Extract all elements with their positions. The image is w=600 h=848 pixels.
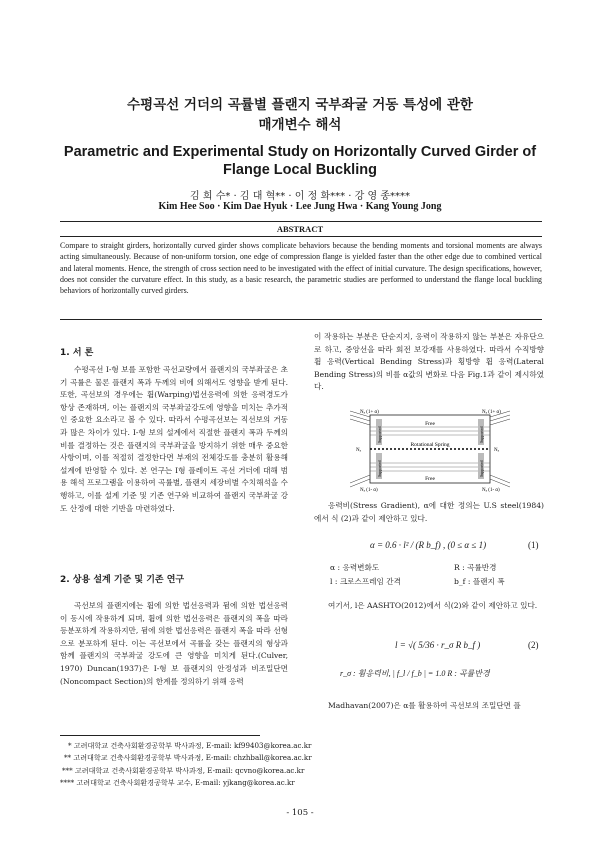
fig-label-bl: Nₓ (1- α) (360, 488, 378, 493)
col2-paragraph-4: Madhavan(2007)은 α를 활용하여 곡선보의 조밀단면 플 (328, 701, 521, 710)
section2-paragraph: 곡선보의 플랜지에는 휨에 의한 법선응력과 뒴에 의한 법선응력이 동시에 작용하게 되며, 휨에 의한 법선응력은 플랜지의 폭을 따라 등분포하게 작용하지만, 뒴에 의한 법선응력은 플랜지 폭을 따라 선형으로 분포하게 된다. 이는 곡선보에서 곡률을 갖는 플랜지의 형상과 함께 플랜지의 국부좌굴 강도에 큰 영향을 미치게 된다.(Culver, 1970) Duncan(1937)은 I-형 보 플랜지의 안정성과 비조밀단면(Noncompact Section)의 한계를 정의하기 위해 응력 (60, 601, 288, 686)
section2-heading: 2. 상용 설계 기준 및 기존 연구 (60, 575, 185, 585)
def-R: R : 곡률반경 (454, 563, 497, 572)
title-english-line1: Parametric and Experimental Study on Horizontally Curved Girder of (63, 144, 537, 160)
equation-1-number: (1) (528, 540, 539, 550)
footnotes (60, 740, 540, 789)
def-bf: b_f : 플랜지 폭 (454, 577, 505, 586)
abstract-top-rule (60, 221, 542, 222)
section2-body (60, 600, 288, 688)
abstract-text: Compare to straight girders, horizontally curved girder shows complicate behaviors because the bending moments and torsional moments are always acting simultaneously. Because of non-uniform torsion, one edge of compression flange is yielded faster than the other edge due to combined vertical and lateral moments. Hence, the strength of cross section need to be investigated with the effect of initial curvature. The design specifications, however, does not consider the curvature effect. In this study, as a basic research, the parametric studies are performed to understand the flange local buckling behaviors of horizontally curved girders. (60, 241, 542, 296)
fig-free-top: Free (425, 421, 435, 427)
col2-paragraph-2: 응력비(Stress Gradient), α에 대한 정의는 U.S steel(1984)에서 식 (2)과 같이 제안하고 있다. (314, 501, 544, 523)
figure-stress-gradient (340, 405, 520, 493)
fig-rotational: Rotational Spring (410, 442, 450, 448)
col2-paragraph-1: 이 작용하는 부분은 단순지지, 응력이 작용하지 않는 부분은 자유단으로 하고, 중앙선을 따라 회전 보강재를 사용하였다. 따라서 수직방향 휨 응력(Vertical Bending Stress)과 횡방향 휨 응력(Lateral Bending Stress)의 비를 α값의 변화로 다음 Fig.1과 같이 제시하였다. (314, 332, 544, 392)
title-korean-line1: 수평곡선 거더의 곡률별 플랜지 국부좌굴 거동 특성에 관한 (127, 97, 473, 113)
title-korean-line2: 매개변수 해석 (258, 117, 342, 133)
footnote-3: *** 고려대학교 건축사회환경공학부 박사과정, E-mail: qcvno@korea.ac.kr (62, 765, 305, 775)
section1-body (60, 364, 288, 515)
col2-intro (314, 331, 544, 394)
col2-madhavan-text (314, 700, 544, 713)
fig-supported-1: Supported (377, 426, 382, 443)
authors-korean: 김 희 수* · 김 대 혁** · 이 정 화*** · 강 영 종**** (190, 191, 410, 202)
col2-aashto-text (314, 600, 544, 613)
page-number: - 105 - (286, 808, 314, 818)
abstract-header-rule (60, 236, 542, 237)
fig-label-tr: Nₓ (1+ α) (482, 410, 501, 415)
def-alpha: α : 응력변화도 (330, 563, 380, 572)
footnote-1: * 고려대학교 건축사회환경공학부 박사과정, E-mail: kf99403@korea.ac.kr (68, 741, 312, 750)
fig-free-bottom: Free (425, 476, 435, 482)
equation-2: l = √( 5/36 · r_σ R b_f ) (395, 640, 481, 650)
title-english-line2: Flange Local Buckling (223, 162, 377, 178)
fig-label-br: Nₓ (1- α) (482, 488, 500, 493)
fig-supported-4: Supported (479, 460, 484, 477)
abstract-heading: ABSTRACT (276, 224, 324, 234)
def-l: l : 크로스프레임 간격 (330, 577, 401, 586)
footnote-rule (60, 735, 260, 736)
col2-paragraph-3: 여기서, l은 AASHTO(2012)에서 식(2)와 같이 제안하고 있다. (328, 601, 538, 610)
fig-label-ml: Nₓ (356, 448, 362, 453)
fig-supported-3: Supported (377, 460, 382, 477)
section1-paragraph: 수평곡선 I-형 보를 포함한 곡선교량에서 플랜지의 국부좌굴은 초기 곡률은 물론 플랜지 폭과 두께의 비에 의해서도 영향을 받게 된다. 또한, 곡선보의 경우에는 휨(Warping)법선응력에 의한 응력경도가 항상 존재하며, 이는 플랜지의 국부좌굴강도에 영향을 미치는 추가적인 중요한 요소라고 볼 수 있다. 따라서 수평곡선보는 직선보의 거동과 많은 차이가 있다. I-형 보의 설계에서 직절한 플랜지 폭과 두께의 비를 결정하는 것은 플랜지의 국부좌굴을 방지하기 위한 매우 중요한 사항이며, 이를 적절히 결정한다면 부재의 전체강도를 충분히 활용해 설계에 반영할 수 있다. 본 연구는 I형 플레이트 곡선 거더에 대해 범용 해석 프로그램을 이용하여 곡률별, 플랜지 세장비별 수치해석을 수행하고, 이를 설계 기준 및 기존 연구와 비교하여 플랜지 국부좌굴 강도 산정에 대한 기반을 마련하였다. (60, 365, 288, 513)
authors-english: Kim Hee Soo · Kim Dae Hyuk · Lee Jung Hwa · Kang Young Jong (158, 201, 442, 212)
equation-2-number: (2) (528, 640, 539, 650)
fig-supported-2: Supported (479, 426, 484, 443)
equation-1: α = 0.6 · l² / (R b_f) , (0 ≤ α ≤ 1) (370, 540, 487, 550)
fig-label-tl: Nₓ (1+ α) (360, 410, 379, 415)
footnote-4: **** 고려대학교 건축사회환경공학부 교수, E-mail: yjkang@korea.ac.kr (60, 777, 295, 787)
fig-label-mr: Nₓ (494, 448, 500, 453)
col2-stress-gradient-text (314, 500, 544, 525)
section1-heading: 1. 서 론 (60, 348, 94, 358)
footnote-2: ** 고려대학교 건축사회환경공학부 박사과정, E-mail: chzhball@korea.ac.kr (64, 753, 312, 763)
equation-3: r_σ : 휨응력비, | f_l / f_b | = 1.0 R : 곡률반경 (340, 669, 490, 678)
abstract-bottom-rule (60, 319, 542, 320)
